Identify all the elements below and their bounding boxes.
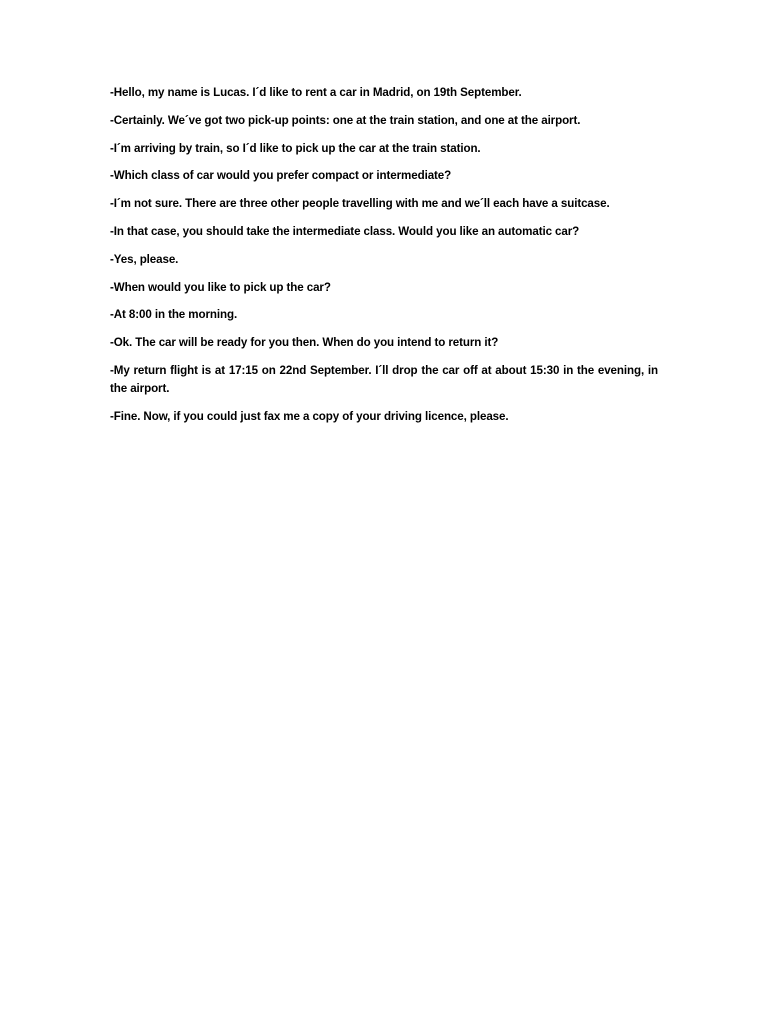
dialogue-text	[110, 84, 658, 436]
dialogue-line-3: -I´m arriving by train, so I´d like to pick up the car at the train station.	[110, 141, 481, 155]
dialogue-line-12: -Fine. Now, if you could just fax me a copy of your driving licence, please.	[110, 409, 509, 423]
dialogue-line-5: -I´m not sure. There are three other people travelling with me and we´ll each have a suitcase.	[110, 197, 610, 211]
dialogue-line-10: -Ok. The car will be ready for you then. When do you intend to return it?	[110, 336, 499, 350]
dialogue-line-9: -At 8:00 in the morning.	[110, 308, 238, 322]
dialogue-line-1: -Hello, my name is Lucas. I´d like to rent a car in Madrid, on 19th September.	[110, 86, 522, 99]
dialogue-line-7: -Yes, please.	[110, 252, 179, 266]
dialogue-line-8: -When would you like to pick up the car?	[110, 280, 331, 294]
dialogue-line-6: -In that case, you should take the intermediate class. Would you like an automatic car?	[110, 224, 580, 238]
dialogue-line-4: -Which class of car would you prefer compact or intermediate?	[110, 169, 452, 183]
dialogue-line-2: -Certainly. We´ve got two pick-up points: one at the train station, and one at the airport.	[110, 113, 581, 127]
dialogue-line-11: -My return flight is at 17:15 on 22nd September. I´ll drop the car off at about 15:30 in the evening, in the airport.	[110, 363, 658, 396]
